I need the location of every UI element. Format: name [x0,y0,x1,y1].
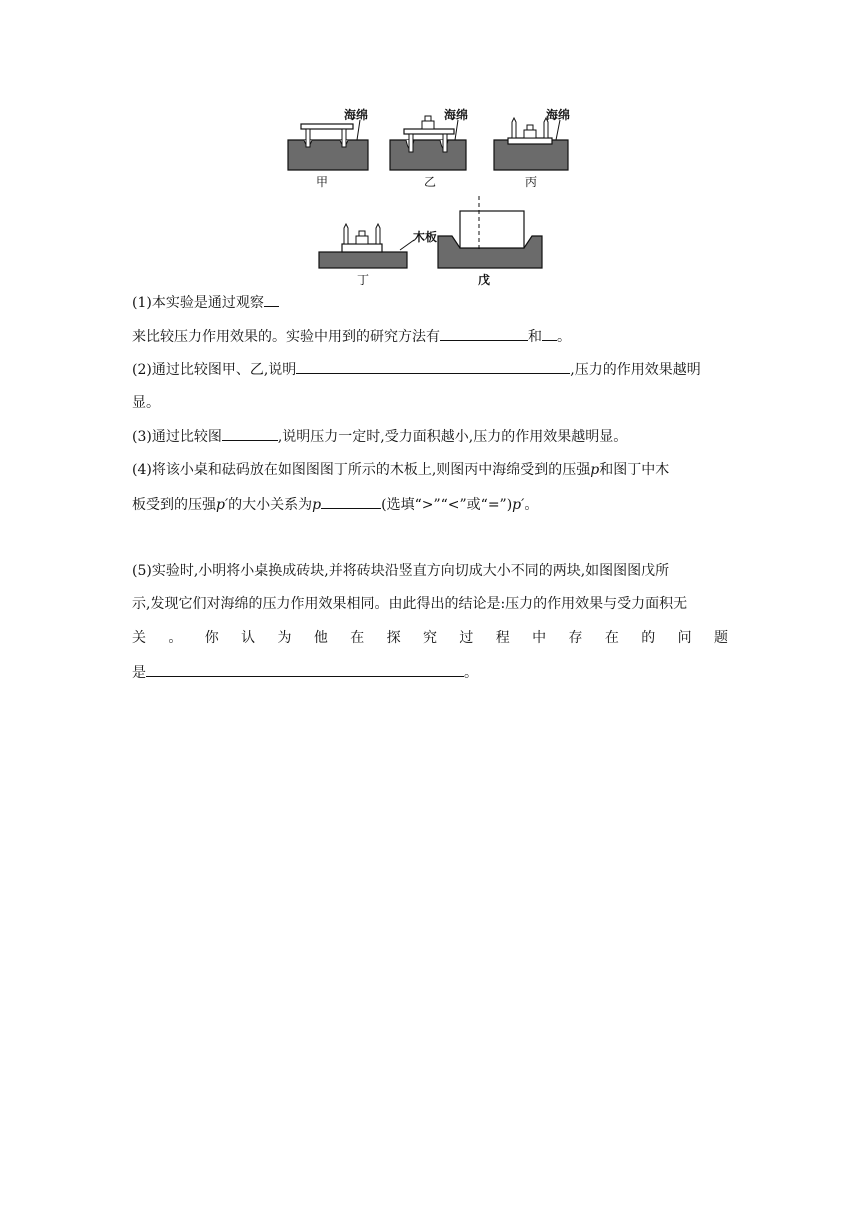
sponge-label: 海绵 [444,108,469,122]
panel-label-yi: 乙 [424,175,437,189]
q5-text-end: 。 [464,665,478,681]
q4-text-c: 板受到的压强 [132,497,216,513]
q5-char: 为 [277,630,292,646]
q5-line1 [132,561,732,581]
panel-jia [288,107,368,189]
panel-ding [319,224,437,287]
panel-label-jia: 甲 [316,175,329,189]
q5-char: 题 [714,630,728,646]
q5-char: 程 [495,630,510,646]
q5-char: 存 [568,630,583,646]
q3-blank[interactable] [222,426,278,441]
q5-char: 。 [168,630,183,646]
q1-text-end: 。 [557,329,571,345]
q4-text-d: 的大小关系为 [228,497,313,513]
q4-p-2: p [312,497,322,513]
q1-blank-method-1[interactable] [440,326,528,341]
q5-char: 你 [204,630,219,646]
q2-line1 [132,359,732,380]
q5-char: 过 [459,630,474,646]
q5-text-b: 示,发现它们对海绵的压力作用效果相同。由此得出的结论是:压力的作用效果与受力面积无 [132,596,688,612]
q5-text: (5)实验时,小明将小桌换成砖块,并将砖块沿竖直方向切成大小不同的两块,如图图图戊所 [132,563,670,579]
panel-wu [438,196,542,287]
q2-text: (2)通过比较图甲、乙,说明 [132,362,297,378]
q1-text: (1)本实验是通过观察 [132,295,264,311]
q3-text-b: ,说明压力一定时,受力面积越小,压力的作用效果越明显。 [277,429,628,445]
panel-bing [494,107,570,189]
q4-line1 [132,460,732,480]
q5-char: 究 [423,630,437,646]
q4-blank[interactable] [321,494,381,509]
q5-char: 问 [677,630,692,646]
q5-char: 中 [532,630,547,646]
panel-yi [390,107,468,189]
q5-blank[interactable] [146,662,464,677]
q4-line2 [132,494,732,515]
q3-line [132,426,732,447]
q4-text: (4)将该小桌和砝码放在如图图图丁所示的木板上,则图丙中海绵受到的压强 [132,462,591,478]
q5-line3 [132,628,728,648]
q1-line2 [132,326,732,347]
q5-char: 的 [641,630,656,646]
board-label: 木板 [413,230,438,244]
q2-text-c: 显。 [132,395,160,411]
q1-blank-method-2[interactable] [542,326,557,341]
q4-p-prime: p′ [216,497,229,513]
q4-text-e: (选填“>”“<”或“=”) [381,497,513,513]
sponge-label: 海绵 [344,108,369,122]
q1-text-b: 来比较压力作用效果的。实验中用到的研究方法有 [132,329,440,345]
q5-char: 他 [313,630,328,646]
q5-char: 关 [132,630,146,646]
q5-char: 在 [604,630,619,646]
q3-text: (3)通过比较图 [132,429,222,445]
experiment-figure [280,100,580,290]
experiment-diagram [280,100,580,290]
q5-char: 探 [386,630,401,646]
q5-char: 认 [241,630,256,646]
q1-blank-observe[interactable] [264,292,279,307]
q2-text-b: ,压力的作用效果越明 [570,362,701,378]
q4-p: p [590,462,600,478]
q5-char: 在 [350,630,365,646]
q5-line2 [132,594,732,614]
q5-line4-answer [132,662,732,683]
q1-line1 [132,292,732,313]
q2-line2 [132,393,732,413]
panel-label-wu: 戊 [478,273,491,287]
q4-text-b: 和图丁中木 [599,462,670,478]
sponge-label: 海绵 [546,108,571,122]
q1-text-and: 和 [528,329,542,345]
q4-text-f: 。 [524,497,539,513]
q5-text-shi: 是 [132,665,146,681]
q4-p-prime-2: p′ [512,497,525,513]
panel-label-bing: 丙 [525,175,538,189]
panel-label-ding: 丁 [357,273,370,287]
q2-blank[interactable] [296,359,570,374]
